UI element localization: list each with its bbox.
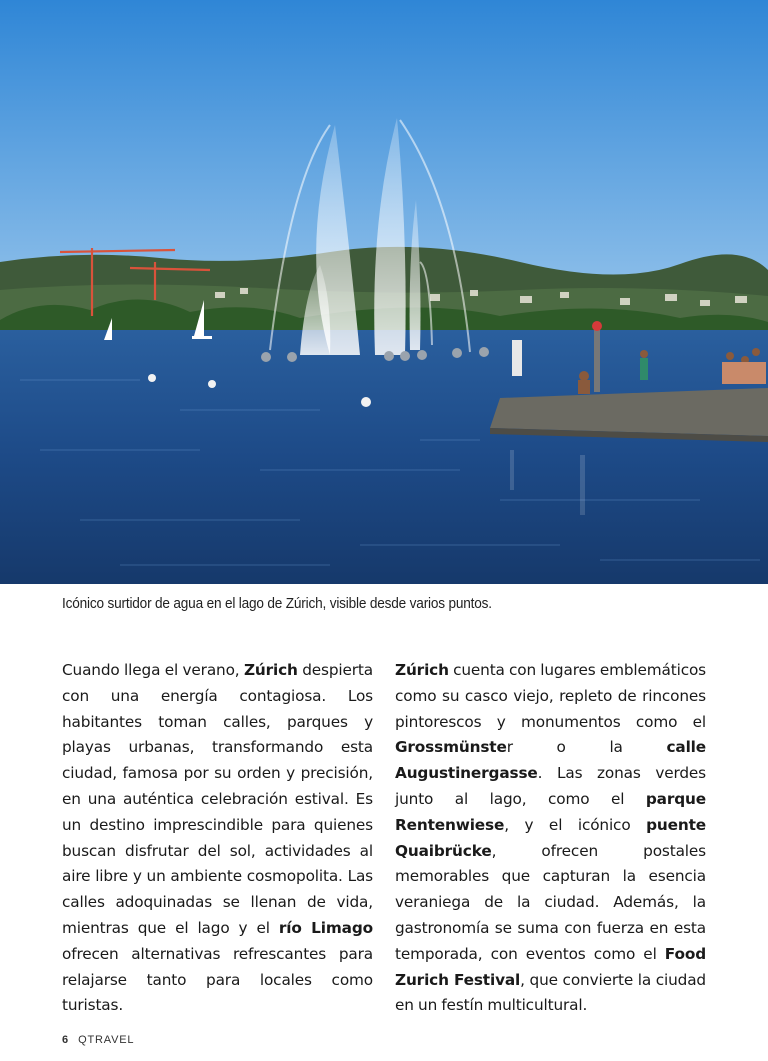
highlighted-term: puente Quaibrücke (395, 815, 706, 860)
text-run: cuenta con lugares emblemáticos como su casco viejo, repleto de rincones pintorescos y monumentos como el (395, 661, 706, 731)
highlighted-term: Zúrich (395, 661, 449, 679)
text-run: . Las zonas verdes junto al lago, como el (395, 764, 706, 808)
highlighted-term: Zúrich (243, 661, 298, 679)
highlighted-term: calle Augustinergasse (395, 738, 706, 783)
article-column-right (395, 658, 706, 1019)
text-run: Cuando llega el verano, (62, 661, 244, 679)
article-column-left (62, 658, 373, 1019)
text-run: , que convierte la ciudad en un festín multicultural. (395, 970, 706, 1015)
text-run: , ofrecen postales memorables que capturan la esencia veraniega de la ciudad. Además, la gastronomía se suma con fuerza en esta temporada, con eventos como el (395, 841, 706, 963)
text-run: , y el icónico (504, 815, 647, 834)
highlighted-term: Grossmünste (395, 738, 507, 757)
highlighted-term: Food Zurich Festival (395, 944, 706, 989)
sign-post (512, 340, 522, 376)
photo-caption: Icónico surtidor de agua en el lago de Zúrich, visible desde varios puntos. (62, 596, 492, 612)
text-run: ofrecen alternativas refrescantes para relajarse tanto para locales como turistas. (62, 944, 373, 1015)
text-run: despierta con una energía contagiosa. Los habitantes toman calles, parques y playas urbanas, transformando esta ciudad, famosa por su orden y precisión, en una auténtica celebración estival. Es un destino imprescindible para quienes buscan disfrutar del sol, actividades al aire libre y un ambiente cosmopolita. Las calles adoquinadas se llenan de vida, mientras que el lago y el (62, 661, 373, 937)
page-number: 6 (62, 1034, 69, 1046)
page-footer (62, 1034, 134, 1046)
text-run: r o la (506, 738, 667, 757)
lake (0, 330, 768, 584)
magazine-brand: QTRAVEL (78, 1034, 135, 1046)
article-body (62, 658, 706, 1015)
highlighted-term: río Limago (278, 918, 373, 937)
highlighted-term: parque Rentenwiese (395, 789, 706, 834)
